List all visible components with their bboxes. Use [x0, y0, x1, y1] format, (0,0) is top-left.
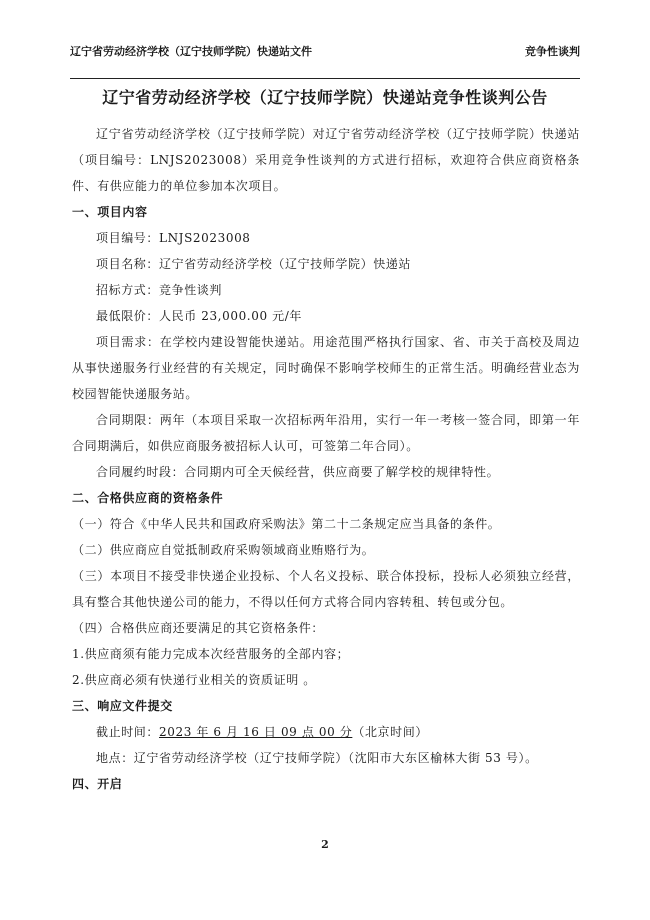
bid-method: 招标方式：竞争性谈判 [96, 283, 223, 297]
minimum-price: 最低限价：人民币 23,000.00 元/年 [96, 309, 302, 323]
qualification-sub-item-2: 2.供应商必须有快递行业相关的资质证明 。 [72, 673, 316, 687]
announcement-title: 辽宁省劳动经济学校（辽宁技师学院）快递站竞争性谈判公告 [102, 88, 548, 107]
section-heading-qualifications: 二、合格供应商的资格条件 [72, 491, 224, 505]
qualification-item-2: （二）供应商应自觉抵制政府采购领域商业贿赂行为。 [72, 543, 375, 557]
qualification-item-1: （一）符合《中华人民共和国政府采购法》第二十二条规定应当具备的条件。 [72, 517, 501, 531]
performance-time: 合同履约时段：合同期内可全天候经营，供应商要了解学校的规律特性。 [96, 465, 500, 479]
header-document-name: 辽宁省劳动经济学校（辽宁技师学院）快递站文件 [70, 45, 312, 58]
qualification-sub-item-1: 1.供应商须有能力完成本次经营服务的全部内容； [72, 647, 350, 661]
intro-paragraph: 辽宁省劳动经济学校（辽宁技师学院）对辽宁省劳动经济学校（辽宁技师学院）快递站（项目编号：LNJS2023008）采用竞争性谈判的方式进行招标，欢迎符合供应商资格条件、有供应能力的单位参加本次项目。 [72, 127, 580, 193]
submission-deadline [72, 719, 580, 745]
header-divider [70, 78, 580, 79]
contract-period: 合同期限：两年（本项目采取一次招标两年沿用，实行一年一考核一签合同，即第一年合同期满后，如供应商服务被招标人认可，可签第二年合同）。 [72, 413, 580, 453]
qualification-item-3: （三）本项目不接受非快递企业投标、个人名义投标、联合体投标，投标人必须独立经营，具有整合其他快递公司的能力，不得以任何方式将合同内容转租、转包或分包。 [72, 569, 580, 609]
section-heading-opening: 四、开启 [72, 777, 123, 791]
submission-location: 地点：辽宁省劳动经济学校（辽宁技师学院）（沈阳市大东区榆林大街 53 号）。 [96, 751, 538, 765]
deadline-timezone: （北京时间） [352, 725, 428, 739]
page-number: 2 [321, 838, 329, 851]
section-heading-project-content: 一、项目内容 [72, 205, 148, 219]
project-number: 项目编号：LNJS2023008 [96, 231, 251, 245]
qualification-item-4: （四）合格供应商还要满足的其它资格条件： [72, 621, 325, 635]
project-name: 项目名称：辽宁省劳动经济学校（辽宁技师学院）快递站 [96, 257, 412, 271]
header-document-type: 竞争性谈判 [525, 45, 580, 58]
section-heading-submission: 三、响应文件提交 [72, 699, 173, 713]
deadline-label: 截止时间： [96, 725, 160, 739]
deadline-value: 2023 年 6 月 16 日 09 点 00 分 [159, 725, 353, 739]
announcement-body [72, 121, 580, 797]
project-requirements: 项目需求：在学校内建设智能快递站。用途范围严格执行国家、省、市关于高校及周边从事快递服务行业经营的有关规定，同时确保不影响学校师生的正常生活。明确经营业态为校园智能快递服务站。 [72, 335, 580, 401]
